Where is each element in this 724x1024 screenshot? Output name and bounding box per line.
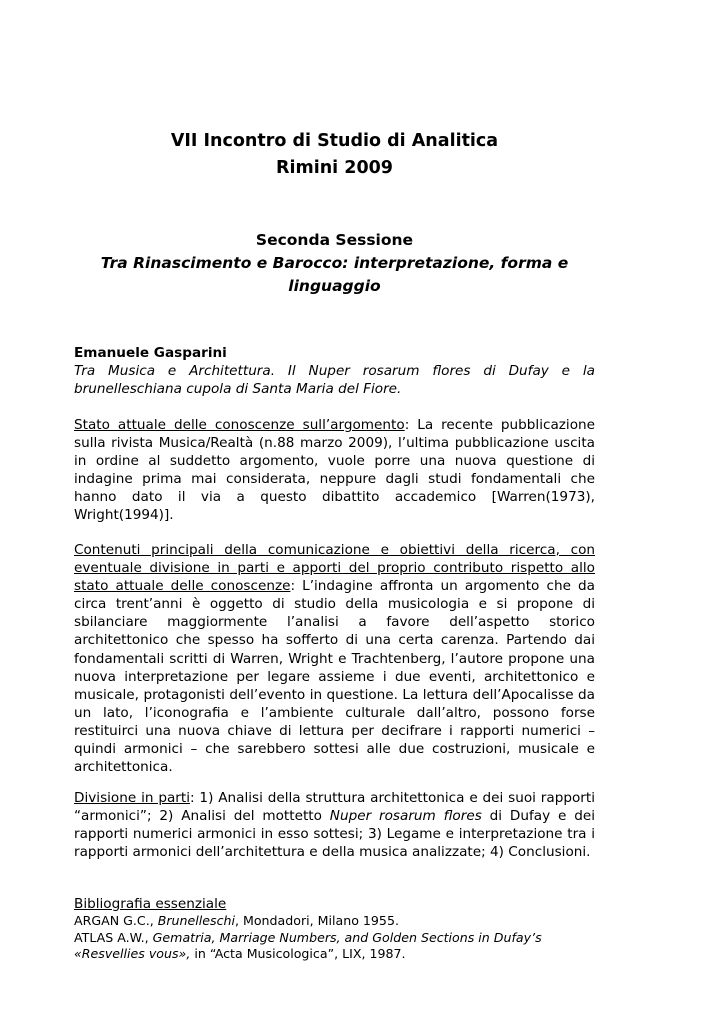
division-label: Divisione in parti	[74, 790, 190, 806]
paper-title: Tra Musica e Architettura. Il Nuper rosarum flores di Dufay e la brunelleschiana cupola di Santa Maria del Fiore.	[74, 363, 595, 398]
division-motet-title: Nuper rosarum flores	[329, 808, 482, 825]
state-of-knowledge-label: Stato attuale delle conoscenze sull’argomento	[74, 417, 405, 433]
bibliography-entry	[74, 913, 595, 930]
bibliography-entry-rest: in “Acta Musicologica”, LIX, 1987.	[190, 946, 406, 962]
conference-title: VII Incontro di Studio di Analitica	[170, 131, 499, 151]
session-name: Seconda Sessione	[255, 231, 414, 249]
division-text-a: : 1) Analisi della struttura architettonica e dei suoi rapporti “armonici”; 2) Analisi del mottetto	[74, 790, 595, 825]
bibliography-section	[74, 895, 595, 963]
author-section	[74, 344, 595, 398]
bibliography-entry-title: Gematria, Marriage Numbers, and Golden Sections in Dufay’s «Resvellies vous»,	[74, 929, 542, 962]
bibliography-entry-author: ATLAS A.W.,	[74, 929, 153, 945]
bibliography-entry-author: ARGAN G.C.,	[74, 913, 158, 929]
session-header	[74, 229, 595, 298]
contents-label: Contenuti principali della comunicazione e obiettivi della ricerca, con eventuale divisione in parti e apporti del proprio contributo rispetto allo stato attuale delle conoscenze	[74, 542, 595, 595]
session-subtitle: Tra Rinascimento e Barocco: interpretazione, forma e linguaggio	[100, 254, 569, 295]
division-paragraph	[74, 789, 595, 861]
state-of-knowledge-text: : La recente pubblicazione sulla rivista Musica/Realtà (n.88 marzo 2009), l’ultima pubblicazione uscita in ordine al suddetto argomento, vuole porre una nuova questione di indagine prima mai considerata, neppure dagli studi fondamentali che hanno dato il via a questo dibattito accademico [Warren(1973), Wright(1994)].	[74, 417, 595, 524]
conference-place-year: Rimini 2009	[276, 158, 393, 178]
contents-paragraph	[74, 541, 595, 776]
author-name: Emanuele Gasparini	[74, 345, 227, 361]
bibliography-entry-rest: , Mondadori, Milano 1955.	[234, 913, 399, 929]
bibliography-heading: Bibliografia essenziale	[74, 896, 227, 912]
bibliography-entry-title: Brunelleschi	[157, 913, 235, 929]
conference-header	[74, 128, 595, 182]
bibliography-entry	[74, 930, 595, 963]
contents-text: : L’indagine affronta un argomento che da circa trent’anni è oggetto di studio della musicologia e si propone di sbilanciare maggiormente l’analisi a favore dell’aspetto storico architettonico che spesso ha sofferto di una certa carenza. Partendo dai fondamentali scritti di Warren, Wright e Trachtenberg, l’autore propone una nuova interpretazione per legare assieme i due eventi, architettonico e musicale, protagonisti dell’evento in questione. La lettura dell’Apocalisse da un lato, l’iconografia e l’ambiente culturale dall’altro, possono forse restituirci una nuova chiave di lettura per decifrare i rapporti numerici – quindi armonici – che sarebbero sottesi alle due costruzioni, musicale e architettonica.	[74, 578, 595, 776]
division-text-b: di Dufay e dei rapporti numerici armonici in esso sottesi; 3) Legame e interpretazione tra i rapporti armonici dell’architettura e della musica analizzate; 4) Conclusioni.	[74, 808, 596, 861]
state-of-knowledge-paragraph	[74, 416, 595, 525]
